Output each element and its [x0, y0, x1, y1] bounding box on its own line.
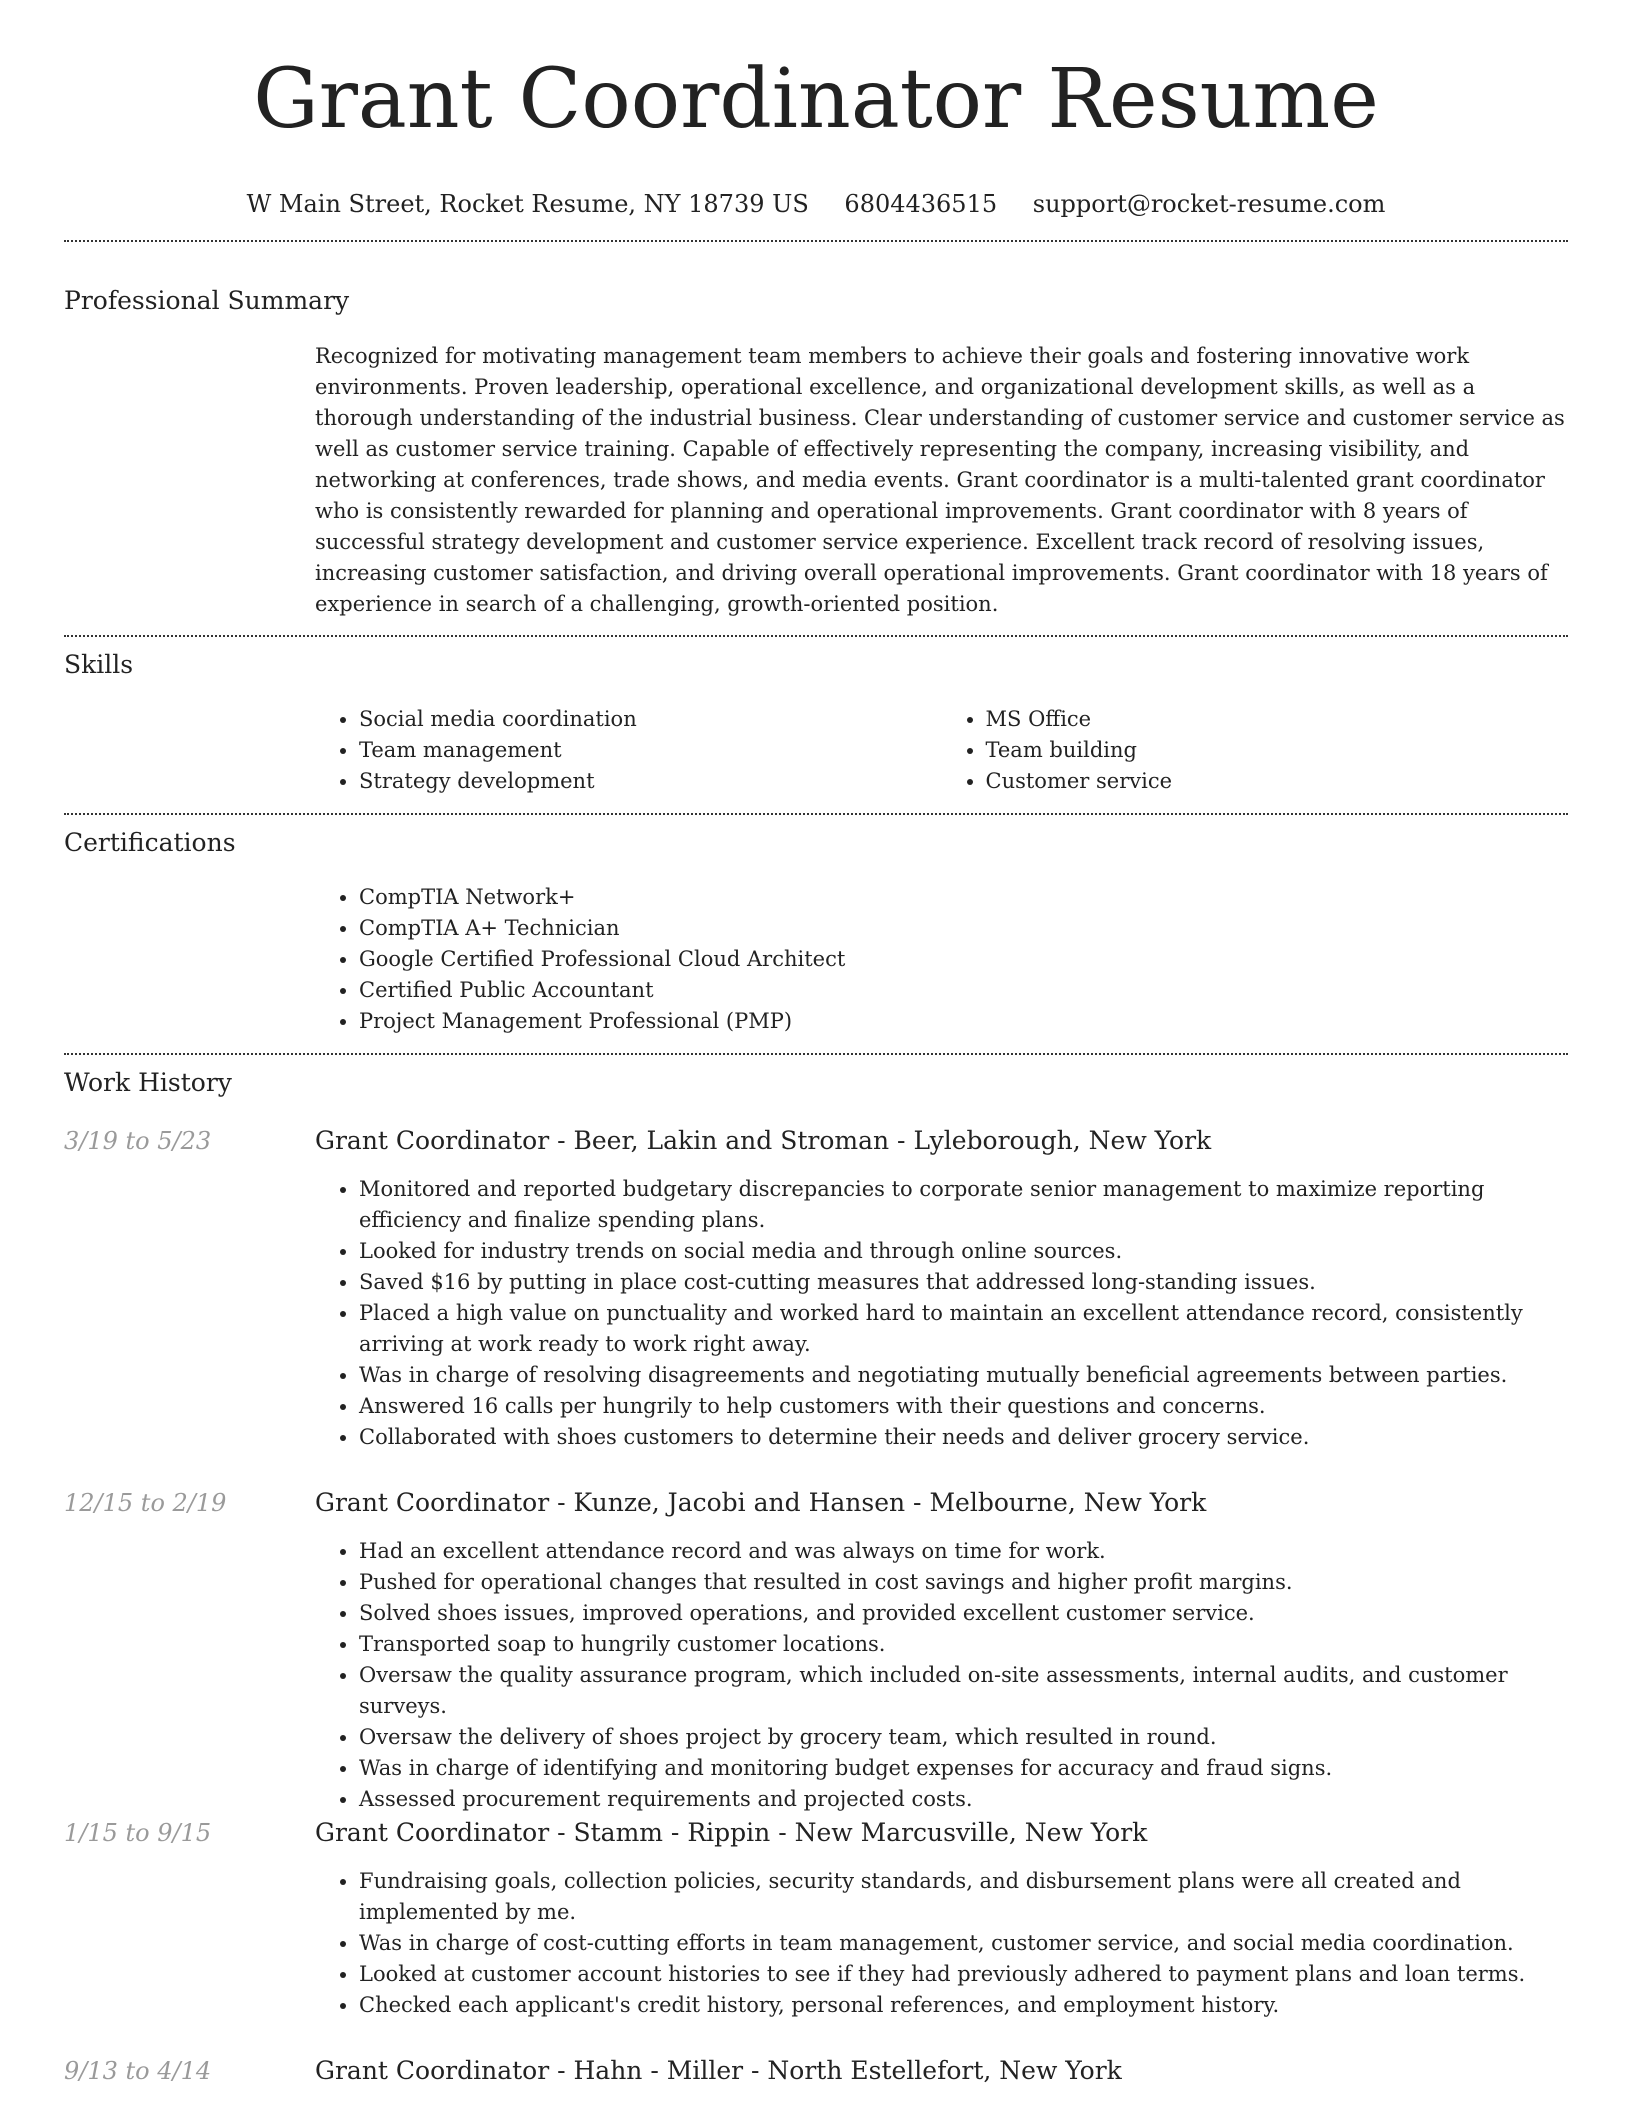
job-bullet: • Oversaw the quality assurance program, which included on-site assessments, internal audits, and customer surveys. — [359, 1660, 1568, 1722]
section-heading-work-history: Work History — [64, 1068, 232, 1097]
summary-text: Recognized for motivating management team members to achieve their goals and fostering innovative work environments. Proven leadership, operational excellence, and organizational development skills, as well as a thorough understanding of the industrial business. Clear understanding of customer service and customer service as well as customer service training. Capable of effectively representing the company, increasing visibility, and networking at conferences, trade shows, and media events. Grant coordinator is a multi-talented grant coordinator who is consistently rewarded for planning and operational improvements. Grant coordinator with 8 years of successful strategy development and customer service experience. Excellent track record of resolving issues, increasing customer satisfaction, and driving overall operational improvements. Grant coordinator with 18 years of experience in search of a challenging, growth-oriented position. — [315, 344, 1565, 616]
contact-line — [64, 188, 1568, 220]
job-title: Grant Coordinator - Hahn - Miller - North Estellefort, New York — [315, 2056, 1122, 2085]
job-bullet: • Pushed for operational changes that resulted in cost savings and higher profit margins. — [359, 1567, 1568, 1598]
skills-list-left — [315, 704, 942, 797]
skill-item: • Strategy development — [359, 766, 942, 797]
resume-page — [64, 0, 1568, 2085]
section-heading-certifications: Certifications — [64, 828, 236, 857]
job-bullet: • Answered 16 calls per hungrily to help customers with their questions and concerns. — [359, 1391, 1568, 1422]
job-dates: 1/15 to 9/15 — [64, 1819, 212, 1847]
certification-item: • Certified Public Accountant — [359, 975, 1568, 1006]
job-dates: 3/19 to 5/23 — [64, 1127, 212, 1155]
skill-item: • MS Office — [986, 704, 1569, 735]
job-bullet: • Monitored and reported budgetary discrepancies to corporate senior management to maximize reporting efficiency and finalize spending plans. — [359, 1174, 1568, 1236]
skill-item: • Customer service — [986, 766, 1569, 797]
job-bullet: • Placed a high value on punctuality and worked hard to maintain an excellent attendance record, consistently arriving at work ready to work right away. — [359, 1298, 1568, 1360]
contact-email[interactable]: support@rocket-resume.com — [1032, 190, 1386, 218]
job-dates: 9/13 to 4/14 — [64, 2057, 212, 2085]
job-bullet: • Looked for industry trends on social media and through online sources. — [359, 1236, 1568, 1267]
divider — [64, 813, 1568, 815]
certifications-block — [315, 882, 1568, 1037]
job-bullet: • Oversaw the delivery of shoes project by grocery team, which resulted in round. — [359, 1722, 1568, 1753]
job-bullets — [315, 1866, 1568, 2021]
divider — [64, 240, 1568, 242]
job-bullet: • Was in charge of cost-cutting efforts in team management, customer service, and social media coordination. — [359, 1928, 1568, 1959]
job-bullet: • Assessed procurement requirements and projected costs. — [359, 1784, 1568, 1815]
skill-item: • Team management — [359, 735, 942, 766]
job-title: Grant Coordinator - Beer, Lakin and Stroman - Lyleborough, New York — [315, 1126, 1212, 1155]
skills-block — [315, 704, 1568, 797]
summary-block — [315, 341, 1568, 620]
job-bullet: • Collaborated with shoes customers to determine their needs and deliver grocery service. — [359, 1422, 1568, 1453]
contact-address: W Main Street, Rocket Resume, NY 18739 US — [246, 190, 809, 218]
job-bullets — [315, 1174, 1568, 1453]
job-bullet: • Transported soap to hungrily customer locations. — [359, 1629, 1568, 1660]
job-bullet: • Solved shoes issues, improved operations, and provided excellent customer service. — [359, 1598, 1568, 1629]
job-bullet: • Fundraising goals, collection policies, security standards, and disbursement plans were all created and implemented by me. — [359, 1866, 1568, 1928]
job-bullet: • Saved $16 by putting in place cost-cutting measures that addressed long-standing issues. — [359, 1267, 1568, 1298]
certification-item: • CompTIA Network+ — [359, 882, 1568, 913]
certification-item: • Google Certified Professional Cloud Architect — [359, 944, 1568, 975]
job-bullet: • Was in charge of resolving disagreements and negotiating mutually beneficial agreements between parties. — [359, 1360, 1568, 1391]
skill-item: • Team building — [986, 735, 1569, 766]
certification-item: • Project Management Professional (PMP) — [359, 1006, 1568, 1037]
section-heading-skills: Skills — [64, 650, 134, 679]
skill-item: • Social media coordination — [359, 704, 942, 735]
job-bullet: • Was in charge of identifying and monitoring budget expenses for accuracy and fraud signs. — [359, 1753, 1568, 1784]
certification-item: • CompTIA A+ Technician — [359, 913, 1568, 944]
job-bullet: • Looked at customer account histories to see if they had previously adhered to payment plans and loan terms. — [359, 1959, 1568, 1990]
skills-list-right — [942, 704, 1569, 797]
section-heading-summary: Professional Summary — [64, 286, 350, 315]
job-title: Grant Coordinator - Kunze, Jacobi and Hansen - Melbourne, New York — [315, 1488, 1207, 1517]
job-title: Grant Coordinator - Stamm - Rippin - New Marcusville, New York — [315, 1818, 1148, 1847]
resume-title: Grant Coordinator Resume — [253, 52, 1379, 147]
contact-phone: 6804436515 — [844, 190, 998, 218]
job-bullet: • Checked each applicant's credit history, personal references, and employment history. — [359, 1990, 1568, 2021]
job-bullets — [315, 1536, 1568, 1815]
divider — [64, 635, 1568, 637]
certifications-list — [315, 882, 1568, 1037]
job-bullet: • Had an excellent attendance record and was always on time for work. — [359, 1536, 1568, 1567]
job-dates: 12/15 to 2/19 — [64, 1489, 227, 1517]
divider — [64, 1053, 1568, 1055]
